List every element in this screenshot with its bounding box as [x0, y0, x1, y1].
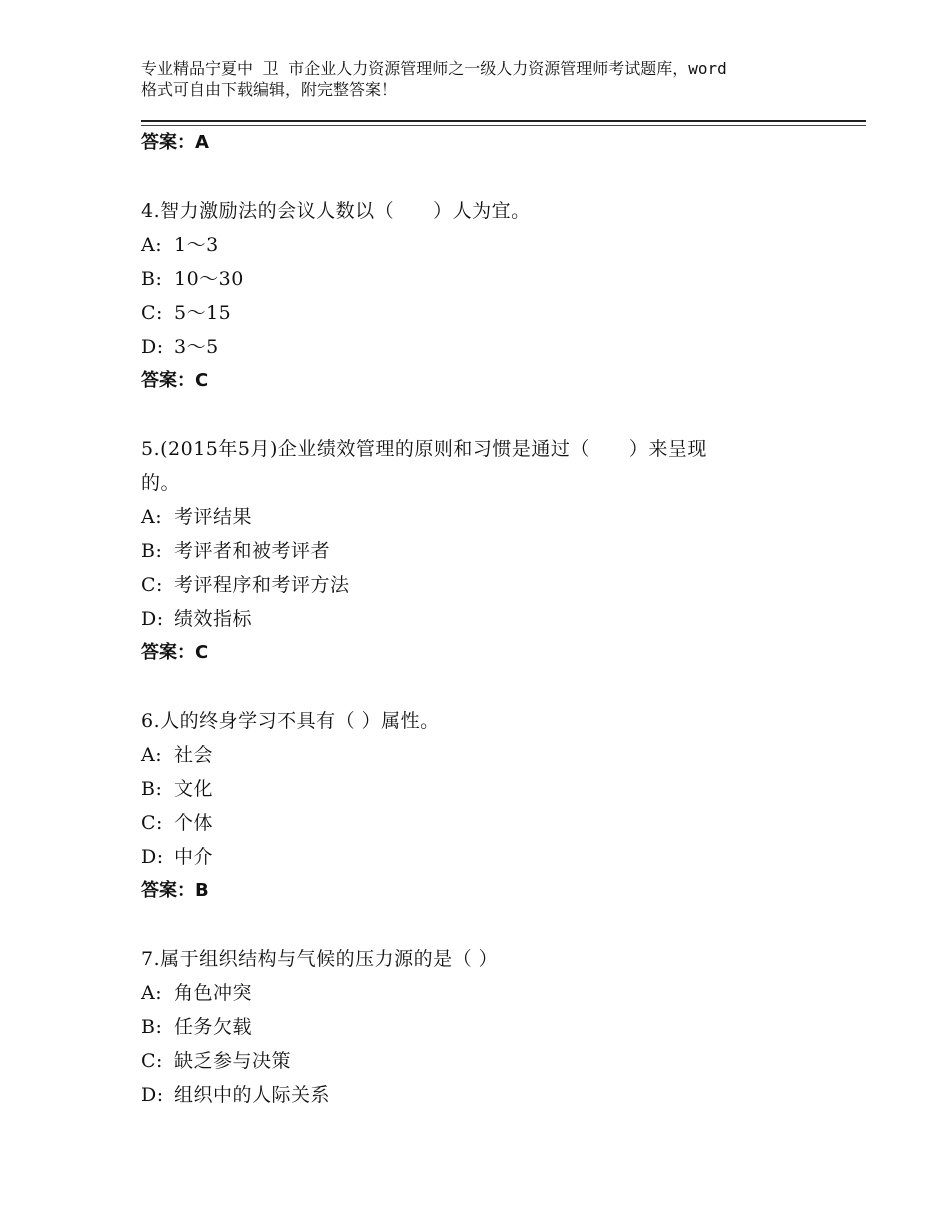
option-b: [141, 262, 841, 296]
option-key: B:: [141, 268, 163, 290]
option-key: B:: [141, 1016, 163, 1038]
option-text: 角色冲突: [174, 982, 253, 1004]
option-c: [141, 1044, 841, 1078]
option-key: C:: [141, 812, 163, 834]
document-header: [141, 58, 841, 100]
option-text: 中介: [174, 846, 214, 868]
option-text: 考评者和被考评者: [174, 540, 331, 562]
option-text: 10～30: [174, 268, 244, 290]
question-stem-line-2: 的。: [141, 472, 181, 494]
option-key: A:: [141, 234, 163, 256]
option-a: [141, 500, 841, 534]
question-stem-line-1: 5.(2015年5月)企业绩效管理的原则和习惯是通过（ ）来呈现: [141, 438, 707, 460]
header-divider: [141, 120, 866, 122]
option-a: [141, 976, 841, 1010]
answer-label: 答案：C: [141, 370, 209, 391]
option-key: D:: [141, 608, 164, 630]
option-b: [141, 772, 841, 806]
question-5: [141, 432, 841, 670]
option-key: A:: [141, 982, 163, 1004]
option-key: D:: [141, 336, 164, 358]
question-list: [141, 126, 841, 1112]
option-key: A:: [141, 744, 163, 766]
option-text: 1～3: [174, 234, 219, 256]
question-7: [141, 942, 841, 1112]
option-b: [141, 1010, 841, 1044]
option-key: D:: [141, 1084, 164, 1106]
option-text: 组织中的人际关系: [174, 1084, 331, 1106]
header-line-1: 专业精品宁夏中 卫 市企业人力资源管理师之一级人力资源管理师考试题库，word: [141, 59, 727, 78]
option-text: 任务欠载: [174, 1016, 253, 1038]
option-text: 考评程序和考评方法: [174, 574, 350, 596]
option-text: 缺乏参与决策: [174, 1050, 292, 1072]
question-stem: 7.属于组织结构与气候的压力源的是（ ）: [141, 948, 499, 970]
option-c: [141, 296, 841, 330]
question-stem: 6.人的终身学习不具有（ ）属性。: [141, 710, 440, 732]
answer-label: 答案：B: [141, 880, 209, 901]
option-b: [141, 534, 841, 568]
option-key: B:: [141, 778, 163, 800]
option-d: [141, 840, 841, 874]
option-a: [141, 738, 841, 772]
question-4: [141, 194, 841, 398]
option-text: 5～15: [174, 302, 232, 324]
option-key: A:: [141, 506, 163, 528]
option-key: C:: [141, 574, 163, 596]
option-d: [141, 602, 841, 636]
option-a: [141, 228, 841, 262]
option-key: D:: [141, 846, 164, 868]
option-d: [141, 1078, 841, 1112]
option-text: 社会: [174, 744, 214, 766]
option-c: [141, 806, 841, 840]
question-stem: 4.智力激励法的会议人数以（ ）人为宜。: [141, 200, 531, 222]
option-text: 绩效指标: [174, 608, 253, 630]
option-key: C:: [141, 1050, 163, 1072]
option-key: B:: [141, 540, 163, 562]
option-key: C:: [141, 302, 163, 324]
option-text: 考评结果: [174, 506, 253, 528]
option-text: 文化: [174, 778, 214, 800]
option-text: 3～5: [174, 336, 219, 358]
header-line-2: 格式可自由下载编辑，附完整答案！: [141, 80, 398, 99]
option-d: [141, 330, 841, 364]
question-6: [141, 704, 841, 908]
option-c: [141, 568, 841, 602]
answer-label: 答案：A: [141, 132, 209, 153]
option-text: 个体: [174, 812, 214, 834]
answer-label: 答案：C: [141, 642, 209, 663]
